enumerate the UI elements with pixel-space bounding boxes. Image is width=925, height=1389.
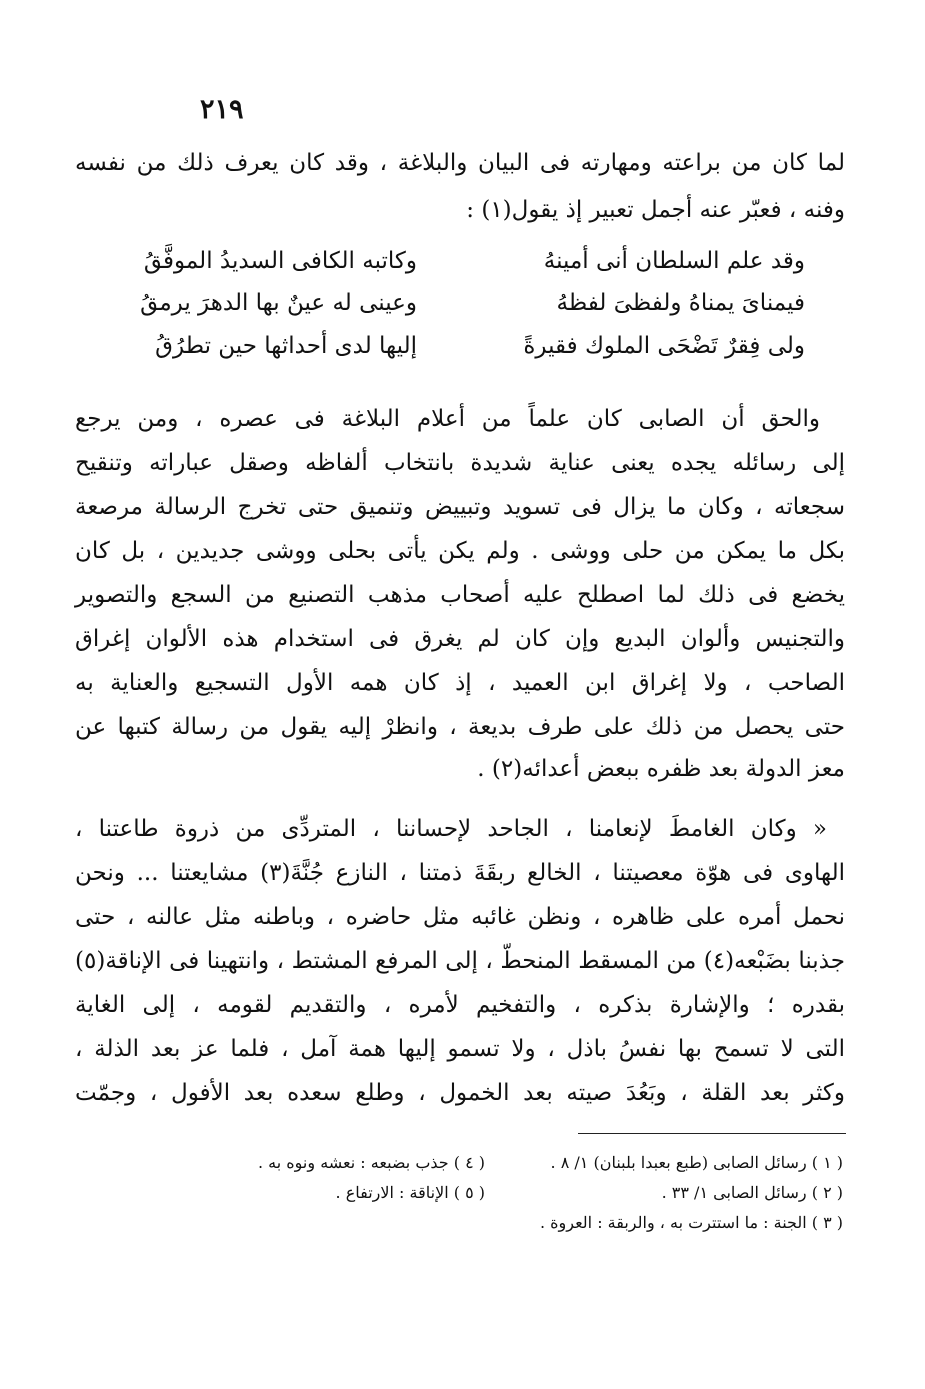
paragraph-line: حتى يحصل من ذلك على طرف بديعة ، وانظرْ إليه يقول من رسالة كتبها عن — [75, 714, 845, 740]
paragraph-line: إلى رسائله يجده يعنى عناية شديدة بانتخاب ألفاظه وصقل عباراته وتنقيح — [75, 450, 845, 476]
poem-hemistich-first: وقد علم السلطان أنى أمينهُ — [543, 248, 805, 274]
paragraph-line: بكل ما يمكن من حلى ووشى . ولم يكن يأتى بحلى ووشى جديدين ، بل كان — [75, 538, 845, 564]
quote-line: وكثر بعد القلة ، وبَعُدَ صيته بعد الخمول ، وطلع سعده بعد الأفول ، وجمّت — [75, 1080, 845, 1106]
paragraph-line: والحق أن الصابى كان علماً من أعلام البلاغة فى عصره ، ومن يرجع — [75, 406, 820, 432]
intro-line: وفنه ، فعبّر عنه أجمل تعبير إذ يقول(١) : — [466, 197, 845, 223]
footnote: ( ١ ) رسائل الصابى (طبع بعبدا بلبنان) ١/ ٨ . — [550, 1153, 843, 1172]
poem-hemistich-first: فيمناىَ يمناهُ ولفظىَ لفظهُ — [556, 290, 805, 316]
paragraph-line: الصاحب ، ولا إغراق ابن العميد ، إذ كان همه الأول التسجيع والعناية به — [75, 670, 845, 696]
paragraph-line: يخضع فى ذلك لما اصطلح عليه أصحاب مذهب التصنيع من السجع والتصوير — [75, 582, 845, 608]
intro-line: لما كان من براعته ومهارته فى البيان والبلاغة ، وقد كان يعرف ذلك من نفسه — [75, 150, 845, 176]
quote-line: الهاوى فى هوّة معصيتنا ، الخالع ربقَةَ ذمتنا ، النازع جُنَّةَ(٣) مشايعتنا ... ونحن — [75, 860, 845, 886]
poem-hemistich-second: وكاتبه الكافى السديدُ الموفَّقُ — [143, 248, 417, 274]
quote-line: « وكان الغامطَ لإنعامنا ، الجاحد لإحساننا ، المتردِّى من ذروة طاعتنا ، — [75, 816, 827, 842]
quote-line: نحمل أمره على ظاهره ، ونظن غائبه مثل حاضره ، وباطنه مثل عالنه ، حتى — [75, 904, 845, 930]
poem-hemistich-first: ولى فِقرٌ تَضْحَى الملوك فقيرةً — [523, 333, 805, 359]
paragraph-line: سجعاته ، وكان ما يزال فى تسويد وتبييض وتنميق حتى تخرج الرسالة مرصعة — [75, 494, 845, 520]
poem-hemistich-second: وعينى له عينٌ بها الدهرَ يرمقُ — [140, 290, 417, 316]
footnote: ( ٥ ) الإناقة : الارتفاع . — [335, 1183, 485, 1202]
quote-line: جذبنا بضَبْعه(٤) من المسقط المنحطّ ، إلى المرفع المشتط ، وانتهينا فى الإناقة(٥) — [75, 948, 846, 974]
paragraph-line: والتجنيس وألوان البديع وإن كان لم يغرق فى استخدام هذه الألوان إغراق — [75, 626, 845, 652]
quote-line: التى لا تسمح بها نفسُ باذل ، ولا تسمو إليها همة آمل ، فلما عز بعد الذلة ، — [75, 1036, 845, 1062]
footnote-separator — [578, 1133, 846, 1134]
poem-hemistich-second: إليها لدى أحداثها حين تطرُقُ — [155, 333, 417, 359]
footnote: ( ٢ ) رسائل الصابى ١/ ٣٣ . — [661, 1183, 843, 1202]
footnote: ( ٤ ) جذب بضبعه : نعشه ونوه به . — [257, 1153, 485, 1172]
footnote: ( ٣ ) الجنة : ما استترت به ، والربقة : العروة . — [539, 1213, 843, 1232]
paragraph-line: معز الدولة بعد ظفره ببعض أعدائه(٢) . — [477, 756, 845, 782]
quote-line: بقدره ؛ والإشارة بذكره ، والتفخيم لأمره ، والتقديم لقومه ، إلى الغاية — [75, 992, 845, 1018]
page-number: ٢١٩ — [200, 94, 244, 125]
